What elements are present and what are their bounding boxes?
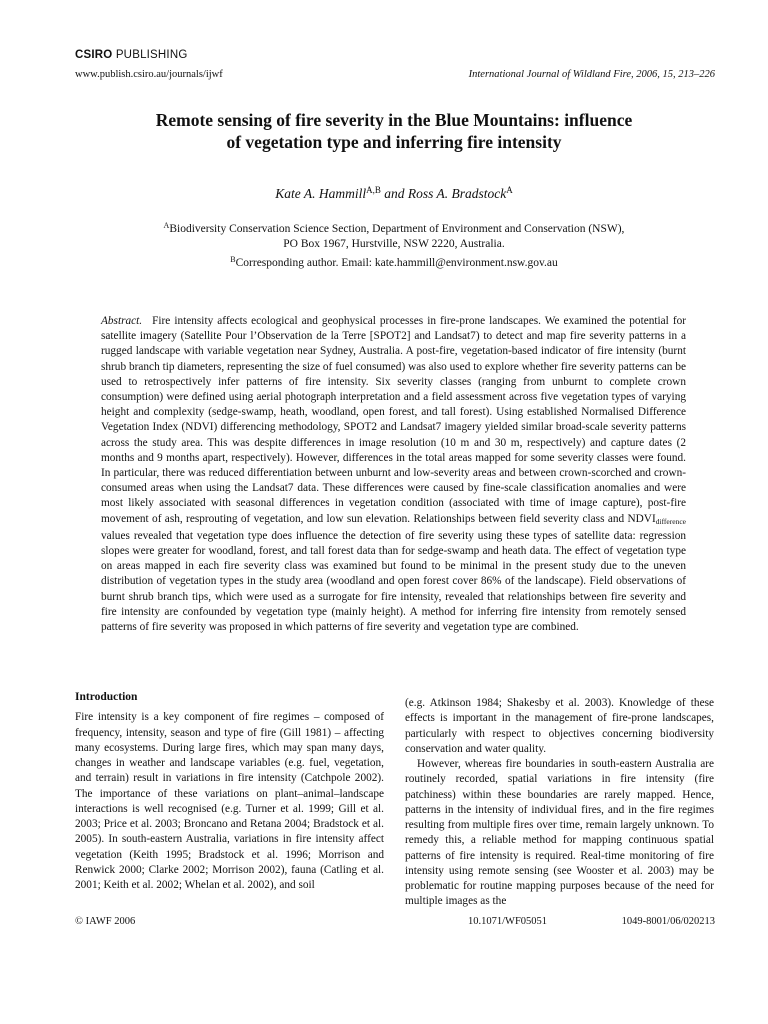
author-2: and Ross A. Bradstock: [380, 186, 507, 201]
author-2-affil-mark: A: [506, 185, 513, 195]
author-list: [75, 185, 713, 202]
publisher-mark: [75, 49, 187, 61]
abstract-label: Abstract.: [101, 315, 143, 327]
abstract-text-1: Fire intensity affects ecological and geophysical processes in fire-prone landscapes. We examined the potential for satellite imagery (Satellite Pour l’Observation de la Terre [SPOT2] and Landsat7) to detect and map fire severity patterns in a rugged landscape with variable vegetation near Sydney, Australia. A post-fire, vegetation-based indicator of fire intensity (burnt shrub branch tip diameters, representing the size of fuel consumed) was also used to explore whether fire severity patterns can be used to retrospectively infer patterns of fire intensity. Six severity classes (ranging from unburnt to complete crown consumption) were defined using aerial photograph interpretation and a field assessment across five vegetation types of varying height and complexity (sedge-swamp, heath, woodland, open forest, and tall forest). Using established Normalised Difference Vegetation Index (NDVI) differencing methodology, SPOT2 and Landsat7 imagery yielded similar broad-scale severity patterns across the study area. This was despite differences in image resolution (10 m and 30 m, respectively) and capture dates (2 months and 9 months apart, respectively). However, differences in the total areas mapped for some severity classes were found. In particular, there was reduced differentiation between unburnt and low-severity areas and between crown-scorched and crown-consumed areas when using the Landsat7 data. These differences were caused by fine-scale classification anomalies and were most likely associated with seasonal differences in vegetation condition (associated with time of image capture), post-fire movement of ash, resprouting of vegetation, and low sun elevation. Relationships between field severity class and NDVI: [101, 315, 686, 525]
affiliation-mark-b: B: [230, 255, 236, 264]
intro-paragraph-continued: (e.g. Atkinson 1984; Shakesby et al. 2003). Knowledge of these effects is important in the management of fire-prone landscapes, particularly with respect to objectives concerning biodiversity conservation and water quality.: [405, 697, 714, 755]
section-heading-introduction: Introduction: [75, 691, 138, 703]
abstract-text-2: values revealed that vegetation type does influence the detection of fire severity using these types of satellite data: regression slopes were greater for woodland, forest, and tall forest data than for sedge-swamp and heath data. The effect of vegetation type on areas mapped in each fire severity class was examined but found to be minimal in the present study due to the uneven distribution of vegetation types in the study area (woodland and open forest cover 86% of the landscape). Field observations of burnt shrub branch tips, which were used as a surrogate for fire intensity, revealed that relationships between fire severity and fire intensity are confounded by vegetation type (mainly height). A method for inferring fire intensity from remotely sensed patterns of fire severity was proposed in which patterns of fire severity and vegetation type are combined.: [101, 529, 686, 634]
affiliations: [75, 218, 713, 271]
corresponding-author: Corresponding author. Email: kate.hammill@environment.nsw.gov.au: [235, 257, 558, 269]
abstract-subscript: difference: [655, 516, 686, 526]
intro-paragraph-2: However, whereas fire boundaries in south-eastern Australia are routinely recorded, spatial variations in fire intensity (fire patchiness) within these boundaries are rarely mapped. Hence, patterns in the intensity of individual fires, and in the fire regimes resulting from multiple fires over time, remain largely unknown. To remedy this, a reliable method for mapping continuous spatial patterns of fire intensity is required. Real-time monitoring of fire intensity using remote sensing (see Wooster et al. 2003) may be problematic for routine mapping purposes because of the need for multiple images as the: [405, 758, 714, 908]
title-line-2: of vegetation type and inferring fire intensity: [226, 132, 562, 152]
abstract: [101, 314, 686, 635]
author-1: Kate A. Hammill: [275, 186, 367, 201]
journal-citation: International Journal of Wildland Fire, 2006, 15, 213–226: [468, 69, 715, 80]
copyright: © IAWF 2006: [75, 916, 136, 927]
affiliation-text-1: Biodiversity Conservation Science Section, Department of Environment and Conservation (NSW),: [169, 223, 625, 235]
article-title: [75, 109, 713, 153]
affiliation-line-3: [75, 252, 713, 271]
issn: 1049-8001/06/020213: [621, 916, 715, 927]
affiliation-line-2: PO Box 1967, Hurstville, NSW 2220, Australia.: [283, 238, 505, 250]
publisher-rest: PUBLISHING: [112, 49, 188, 61]
affiliation-mark-a: A: [163, 221, 170, 230]
publisher-bold: CSIRO: [75, 49, 113, 61]
title-line-1: Remote sensing of fire severity in the Blue Mountains: influence: [155, 110, 633, 130]
author-1-affil-mark: A,B: [366, 185, 381, 195]
doi[interactable]: 10.1071/WF05051: [468, 916, 548, 927]
left-column: [75, 690, 384, 893]
affiliation-line-1: [75, 218, 713, 237]
right-column: [405, 696, 714, 910]
journal-url[interactable]: www.publish.csiro.au/journals/ijwf: [75, 69, 223, 80]
intro-paragraph-1: Fire intensity is a key component of fire regimes – composed of frequency, intensity, season and type of fire (Gill 1981) – affecting many ecosystems. During large fires, which may span many days, changes in weather and landscape variables (e.g. fuel, vegetation, and terrain) result in variations in fire intensity (Catchpole 2002). The importance of these variations on plant–animal–landscape interactions is well recognised (e.g. Turner et al. 1999; Gill et al. 2003; Price et al. 2003; Broncano and Retana 2004; Bradstock et al. 2005). In south-eastern Australia, variations in fire intensity affect vegetation (Keith 1995; Bradstock et al. 1996; Morrison and Renwick 2000; Clarke 2002; Morrison 2002), fauna (Catling et al. 2001; Keith et al. 2002; Whelan et al. 2002), and soil: [75, 711, 384, 891]
